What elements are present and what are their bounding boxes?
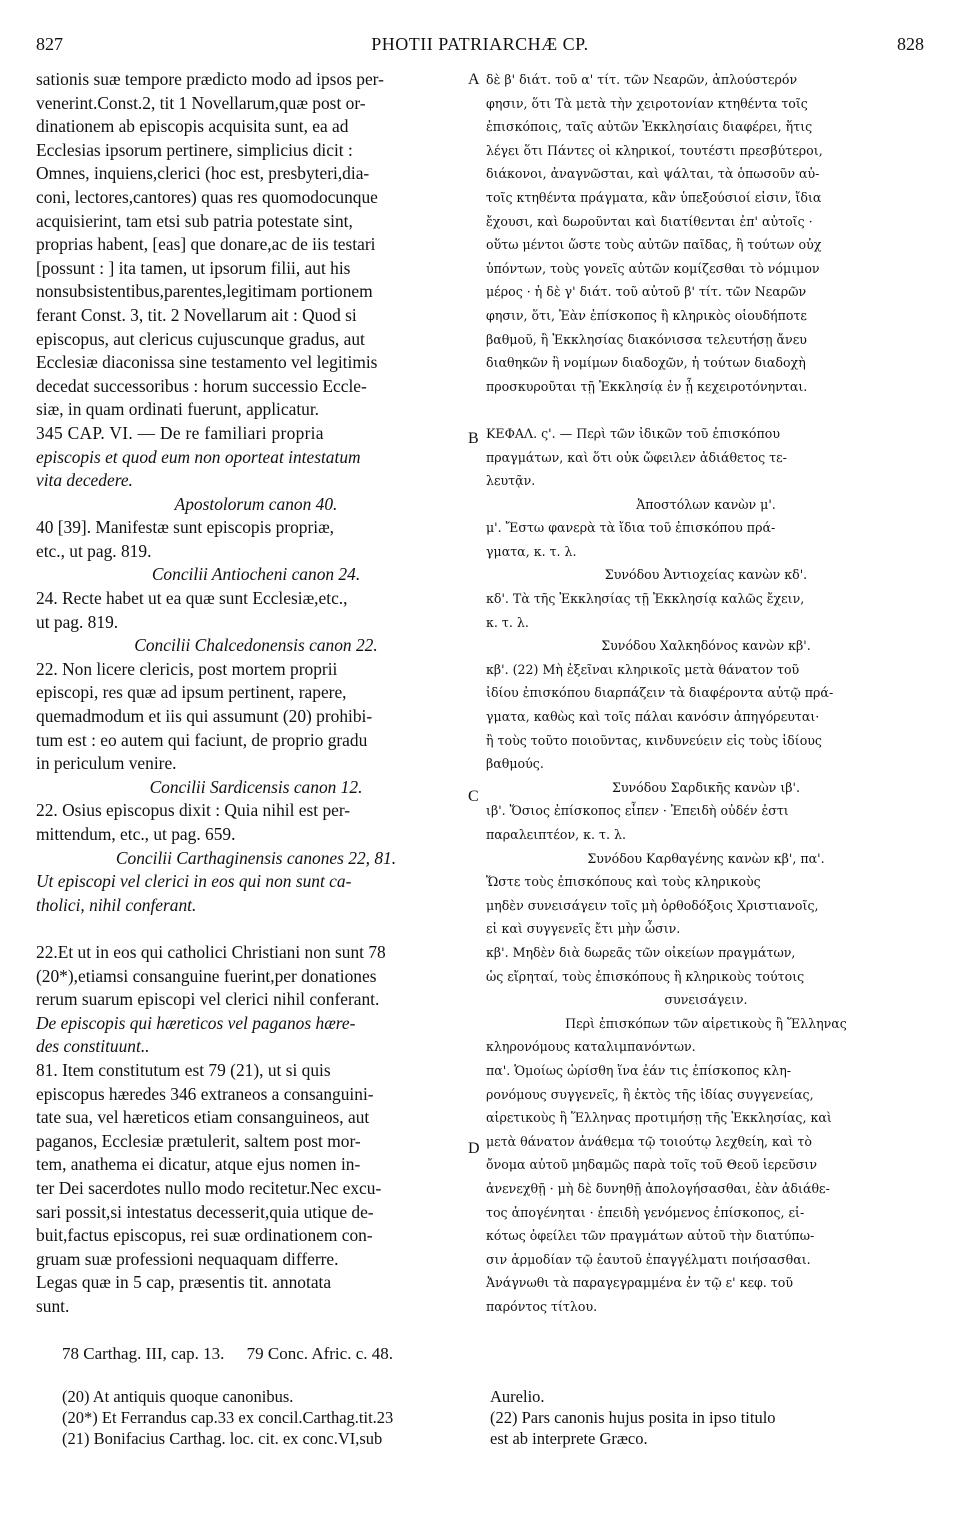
latin-text-line: De episcopis qui hæreticos vel paganos hære- xyxy=(36,1012,356,1033)
greek-text-line: Συνόδου Χαλκηδόνος κανὼν κβ'. xyxy=(601,638,811,654)
greek-text-line: φησιν, ὅτι Τὰ μετὰ τὴν χειροτονίαν κτηθέντα τοῖς xyxy=(486,95,808,111)
latin-text-line xyxy=(36,917,476,941)
greek-text-line xyxy=(486,398,926,422)
greek-text-line: ὄνομα αὐτοῦ μηδαμῶς παρὰ τοῖς τοῦ Θεοῦ ἱερεῦσιν xyxy=(486,1157,817,1173)
latin-text-line: episcopus, aut clericus cujuscunque gradus, aut xyxy=(36,328,365,349)
latin-text-line: tem, anathema ei dicatur, atque ejus nomen in- xyxy=(36,1154,361,1175)
latin-text-line: 22.Et ut in eos qui catholici Christiani non sunt 78 xyxy=(36,941,386,962)
latin-text-line: 22. Osius episcopus dixit : Quia nihil est per- xyxy=(36,800,351,821)
latin-text-line: Concilii Sardicensis canon 12. xyxy=(149,776,363,797)
greek-text-line: δὲ β' διάτ. τοῦ α' τίτ. τῶν Νεαρῶν, ἀπλούστερόν xyxy=(486,72,798,87)
footnote-79: 79 Conc. Afric. c. 48. xyxy=(246,1344,393,1363)
greek-text-line: μετὰ θάνατον ἀνάθεμα τῷ τοιούτῳ λεχθείη, καὶ τὸ xyxy=(486,1133,812,1149)
notes-left xyxy=(62,1386,393,1449)
latin-text-line: 22. Non licere clericis, post mortem proprii xyxy=(36,658,338,679)
margin-letter-c: C xyxy=(468,788,479,805)
latin-text-line: (20*),etiamsi consanguine fuerint,per donationes xyxy=(36,965,377,986)
greek-text-line: κβ'. (22) Μὴ ἐξεῖναι κληρικοῖς μετὰ θάνατον τοῦ xyxy=(486,661,800,677)
greek-text-line: διάκονοι, ἀναγνῶσται, καὶ ψάλται, τὰ ὁπωσοῦν αὐ- xyxy=(486,166,820,182)
latin-text-line: 40 [39]. Manifestæ sunt episcopis propriæ, xyxy=(36,517,335,538)
latin-text-line: Ut episcopi vel clerici in eos qui non sunt ca- xyxy=(36,871,352,892)
greek-text-line: εἰ καὶ συγγενεῖς ἔτι μὴν ὦσιν. xyxy=(486,921,681,937)
latin-text-line: ter Dei sacerdotes nullo modo recitetur.Nec excu- xyxy=(36,1177,382,1198)
greek-column xyxy=(486,68,926,1318)
latin-text-line: venerint.Const.2, tit 1 Novellarum,quæ post or- xyxy=(36,92,366,113)
greek-text-line: Συνόδου Ἀντιοχείας κανὼν κδ'. xyxy=(604,567,808,583)
latin-text-line: coni, lectores,cantores) quas res quomodocunque xyxy=(36,186,378,207)
latin-text-line: episcopis et quod eum non oporteat intestatum xyxy=(36,446,361,467)
latin-text-line: tum est : eo autem qui faciunt, de proprio gradu xyxy=(36,729,368,750)
latin-text-line: Concilii Antiocheni canon 24. xyxy=(151,564,361,585)
page-number-right: 828 xyxy=(897,34,924,54)
latin-text-line: in periculum venire. xyxy=(36,753,177,774)
greek-text-line: ὑπόντων, τοὺς γονεῖς αὐτῶν κομίζεσθαι τὸ νόμιμον xyxy=(486,260,820,276)
latin-text-line: quemadmodum et iis qui assumunt (20) prohibi- xyxy=(36,706,373,727)
margin-letter-a: A xyxy=(468,71,480,88)
latin-text-line: episcopi, res quæ ad ipsum pertinent, rapere, xyxy=(36,682,347,703)
latin-text-line: Concilii Carthaginensis canones 22, 81. xyxy=(115,847,397,868)
page-number-left: 827 xyxy=(36,34,63,54)
note-22: (22) Pars canonis hujus posita in ipso titulo xyxy=(490,1408,776,1427)
greek-text-line: γματα, κ. τ. λ. xyxy=(486,543,577,559)
greek-text-line: βαθμούς. xyxy=(486,756,544,772)
notes-right xyxy=(490,1386,776,1449)
greek-text-line: κ. τ. λ. xyxy=(486,614,529,630)
margin-letter-b: B xyxy=(468,430,479,447)
latin-text-line: [possunt : ] ita tamen, ut ipsorum filii, aut his xyxy=(36,257,351,278)
greek-text-line: λέγει ὅτι Πάντες οἱ κληρικοί, τουτέστι πρεσβύτεροι, xyxy=(486,142,823,158)
note-21: (21) Bonifacius Carthag. loc. cit. ex conc.VI,sub xyxy=(62,1429,383,1448)
greek-text-line: κδ'. Τὰ τῆς Ἐκκλησίας τῇ Ἐκκλησίᾳ καλῶς ἔχειν, xyxy=(486,591,805,607)
greek-text-line: τοῖς κτηθέντα πράγματα, κἂν ὑπεξούσιοί εἰσιν, ἴδια xyxy=(486,189,822,205)
greek-text-line: πραγμάτων, καὶ ὅτι οὐκ ὤφειλεν ἀδιάθετος τε- xyxy=(486,449,787,465)
running-header xyxy=(36,34,924,60)
greek-text-line: Συνόδου Καρθαγένης κανὼν κβ', πα'. xyxy=(587,850,825,866)
latin-text-line: 81. Item constitutum est 79 (21), ut si quis xyxy=(36,1059,331,1080)
greek-text-line: παρόντος τίτλου. xyxy=(486,1298,598,1314)
greek-text-line: διαθηκῶν ἢ νομίμων διαδοχῶν, ἡ τούτων διαδοχὴ xyxy=(486,355,806,371)
greek-text-line: βαθμοῦ, ἢ Ἐκκλησίας διακόνισσα τελευτήσῃ ἄνευ xyxy=(486,331,807,347)
latin-text-line: ferant Const. 3, tit. 2 Novellarum ait : Quod si xyxy=(36,304,357,325)
latin-text-line: episcopus hæredes 346 extraneos a consanguini- xyxy=(36,1083,374,1104)
latin-text-line: rerum suarum episcopi vel clerici nihil conferant. xyxy=(36,989,380,1010)
greek-text-line: μέρος · ἡ δὲ γ' διάτ. τοῦ αὐτοῦ β' τίτ. τῶν Νεαρῶν xyxy=(486,284,807,300)
latin-text-line: sunt. xyxy=(36,1295,70,1316)
latin-text-line: sationis suæ tempore prædicto modo ad ipsos per- xyxy=(36,69,384,89)
page-title: PHOTII PATRIARCHÆ CP. xyxy=(371,34,589,54)
note-21-cont: Aurelio. xyxy=(490,1387,545,1406)
latin-text-line: 345 CAP. VI. — De re familiari propria xyxy=(36,422,324,443)
latin-text-line: nonsubsistentibus,parentes,legitimam portionem xyxy=(36,281,373,302)
greek-text-line: τος ἀπογένηται · ἐπειδὴ γενόμενος ἐπίσκοπος, εἰ- xyxy=(486,1204,805,1220)
greek-text-line: οὕτω μέντοι ὥστε τοὺς αὐτῶν παῖδας, ἢ τούτων οὐχ xyxy=(486,237,822,253)
footnote-78: 78 Carthag. III, cap. 13. xyxy=(62,1344,225,1363)
footnote-references xyxy=(62,1344,411,1364)
latin-text-line: Legas quæ in 5 cap, præsentis tit. annotata xyxy=(36,1272,332,1293)
latin-text-line: tholici, nihil conferant. xyxy=(36,894,197,915)
latin-text-line: proprias habent, [eas] que donare,ac de iis testari xyxy=(36,234,376,255)
note-20-star: (20*) Et Ferrandus cap.33 ex concil.Carthag.tit.23 xyxy=(62,1408,394,1427)
note-20: (20) At antiquis quoque canonibus. xyxy=(62,1387,294,1406)
greek-text-line: ὡς εἴρηταί, τοὺς ἐπισκόπους ἢ κληρικοὺς τούτοις xyxy=(486,968,805,984)
greek-text-line: αἱρετικοὺς ἢ Ἕλληνας προτιμήσῃ τῆς Ἐκκλησίας, καὶ xyxy=(486,1110,832,1126)
latin-text-line: siæ, in quam ordinati fuerunt, applicatur. xyxy=(36,399,320,420)
greek-text-line: ἐπισκόποις, ταῖς αὐτῶν Ἐκκλησίαις διαφέρει, ἥτις xyxy=(486,119,813,135)
latin-text-line: tate sua, vel hæreticos etiam consanguineos, aut xyxy=(36,1107,370,1128)
greek-text-line: Περὶ ἐπισκόπων τῶν αἱρετικοὺς ἢ Ἕλληνας xyxy=(565,1015,847,1031)
greek-text-line: ΚΕΦΑΛ. ς'. — Περὶ τῶν ἰδικῶν τοῦ ἐπισκόπου xyxy=(486,425,780,441)
greek-text-line: Συνόδου Σαρδικῆς κανὼν ιβ'. xyxy=(611,779,801,795)
greek-text-line: ἢ τοὺς τοῦτο ποιοῦντας, κινδυνεύειν εἰς τοὺς ἰδίους xyxy=(486,732,822,748)
latin-text-line: paganos, Ecclesiæ prætulerit, saltem post mor- xyxy=(36,1130,361,1151)
latin-text-line: des constituunt.. xyxy=(36,1036,150,1057)
greek-text-line: Ὥστε τοὺς ἐπισκόπους καὶ τοὺς κληρικοὺς xyxy=(486,874,761,890)
latin-text-line: Ecclesiæ diaconissa sine testamento vel legitimis xyxy=(36,352,378,373)
greek-text-line: προσκυροῦται τῇ Ἐκκλησίᾳ ἐν ᾗ κεχειροτόνηνται. xyxy=(486,378,808,394)
greek-text-line: μηδὲν συνεισάγειν τοῖς μὴ ὀρθοδόξοις Χριστιανοῖς, xyxy=(486,897,819,913)
latin-text-line: buit,factus episcopus, rei suæ ordinationem con- xyxy=(36,1225,373,1246)
latin-text-line: mittendum, etc., ut pag. 659. xyxy=(36,824,236,844)
greek-text-line: φησιν, ὅτι, Ἐὰν ἐπίσκοπος ἢ κληρικὸς οἱουδήποτε xyxy=(486,307,807,323)
latin-text-line: sari possit,si intestatus decesserit,quia utique de- xyxy=(36,1201,374,1222)
greek-text-line: ρονόμους συγγενεῖς, ἢ ἐκτὸς τῆς ἰδίας συγγενείας, xyxy=(486,1086,814,1102)
greek-text-line: Ἀνάγνωθι τὰ παραγεγραμμένα ἐν τῷ ε' κεφ. τοῦ xyxy=(486,1275,794,1291)
greek-text-line: σιν ἁρμοδίαν τῷ ἑαυτοῦ ἐπαγγέλματι ποιήσασθαι. xyxy=(486,1251,811,1267)
greek-text-line: ἔχουσι, καὶ δωροῦνται καὶ διατίθενται ἐπ' αὐτοῖς · xyxy=(486,213,813,229)
latin-text-line: gruam suæ professioni nequaquam differre. xyxy=(36,1248,339,1269)
greek-text-line: ιβ'. Ὅσιος ἐπίσκοπος εἶπεν · Ἐπειδὴ οὐδέν ἐστι xyxy=(486,803,789,819)
latin-text-line: 24. Recte habet ut ea quæ sunt Ecclesiæ,etc., xyxy=(36,588,348,609)
latin-column xyxy=(36,68,476,1318)
greek-text-line: συνεισάγειν. xyxy=(664,992,748,1008)
note-22-cont: est ab interprete Græco. xyxy=(490,1429,648,1448)
latin-text-line: decedat successoribus : horum successio Eccle- xyxy=(36,375,367,396)
greek-text-line: μ'. Ἔστω φανερὰ τὰ ἴδια τοῦ ἐπισκόπου πρά- xyxy=(486,520,776,536)
greek-text-line: κότως ὀφείλει τῶν πραγμάτων αὐτοῦ τὴν διατύπω- xyxy=(486,1228,815,1244)
greek-text-line: γματα, καθὼς καὶ τοῖς πάλαι κανόσιν ἀπηγόρευται· xyxy=(486,709,820,725)
greek-text-line: ἀνενεχθῇ · μὴ δὲ δυνηθῇ ἀπολογήσασθαι, ἐὰν ἀδιάθε- xyxy=(486,1180,830,1196)
latin-text-line: acquisierint, tam etsi sub patria potestate sint, xyxy=(36,210,353,231)
greek-text-line: λευτᾷν. xyxy=(486,473,536,489)
greek-text-line: Ἀποστόλων κανὼν μ'. xyxy=(636,496,776,512)
greek-text-line: κληρονόμους καταλιμπανόντων. xyxy=(486,1039,696,1055)
greek-text-line: πα'. Ὁμοίως ὡρίσθη ἵνα ἐάν τις ἐπίσκοπος κλη- xyxy=(486,1062,792,1078)
greek-text-line: ἰδίου ἐπισκόπου διαρπάζειν τὰ διαφέροντα αὐτῷ πρά- xyxy=(486,685,834,701)
margin-letter-d: D xyxy=(468,1140,480,1157)
greek-text-line: παραλειπτέον, κ. τ. λ. xyxy=(486,827,626,842)
latin-text-line: Ecclesias ipsorum pertinere, simplicius dicit : xyxy=(36,139,353,160)
latin-text-line: Apostolorum canon 40. xyxy=(174,493,338,514)
latin-text-line: vita decedere. xyxy=(36,470,133,491)
latin-text-line: dinationem ab episcopis acquisita sunt, ea ad xyxy=(36,116,349,137)
latin-text-line: Concilii Chalcedonensis canon 22. xyxy=(134,635,378,656)
greek-text-line: κβ'. Μηδὲν διὰ δωρεᾶς τῶν οἰκείων πραγμάτων, xyxy=(486,944,796,960)
latin-text-line: Omnes, inquiens,clerici (hoc est, presbyteri,dia- xyxy=(36,163,370,184)
latin-text-line: etc., ut pag. 819. xyxy=(36,540,152,561)
latin-text-line: ut pag. 819. xyxy=(36,611,119,632)
